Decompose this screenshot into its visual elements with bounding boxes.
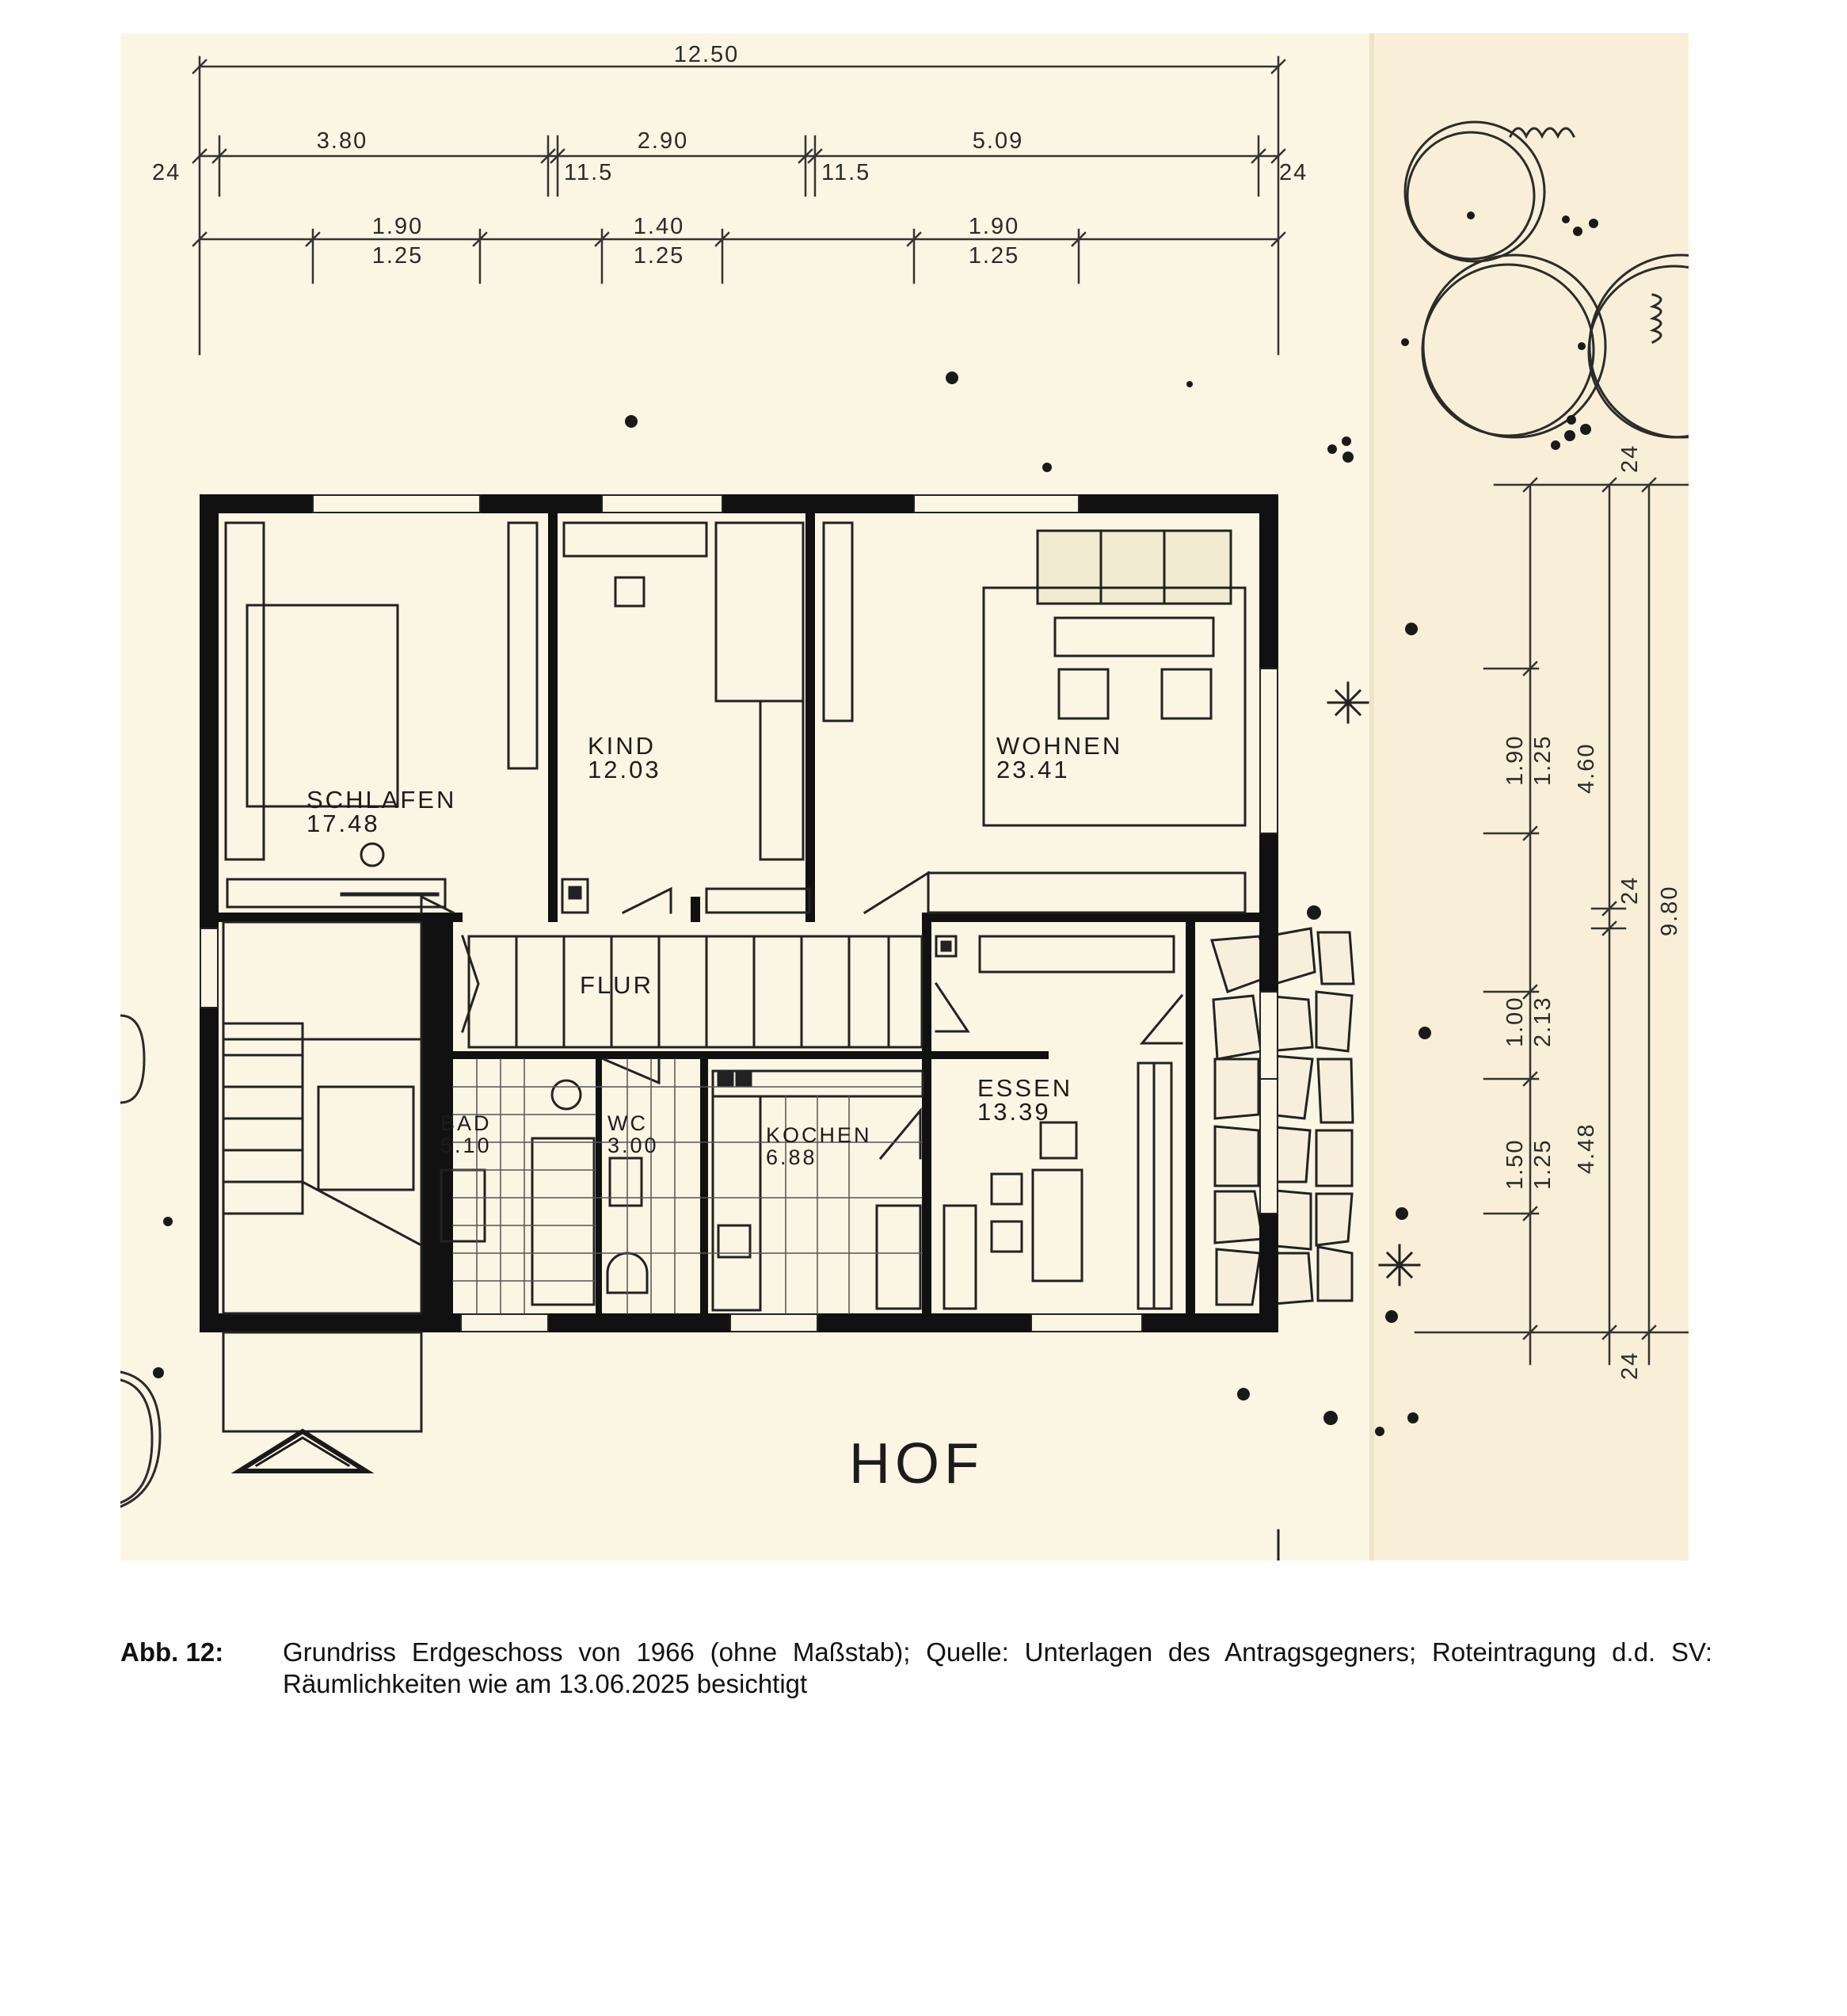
dim-segment-upper: 4.60 — [1574, 742, 1599, 794]
dim-inner-wall-1: 11.5 — [564, 160, 614, 185]
dim-wall-bottom: 24 — [1617, 1351, 1643, 1380]
dim-wall-left: 24 — [152, 160, 181, 185]
window-r2-height: 2.13 — [1530, 996, 1556, 1047]
dim-segment-3: 5.09 — [972, 128, 1024, 154]
room-wohnen-area: 23.41 — [996, 756, 1070, 783]
floor-plan — [120, 33, 1689, 1561]
dim-overall-width: 12.50 — [673, 42, 740, 67]
room-kind-area: 12.03 — [588, 756, 661, 783]
dim-segment-2: 2.90 — [637, 128, 689, 154]
window-3-width: 1.90 — [968, 214, 1020, 239]
window-2-height: 1.25 — [633, 243, 685, 269]
furniture — [223, 523, 1245, 1431]
window-r3-width: 1.50 — [1502, 1138, 1528, 1190]
window-3-height: 1.25 — [968, 243, 1020, 269]
room-schlafen-name: SCHLAFEN — [307, 786, 457, 814]
room-kochen-area: 6.88 — [766, 1145, 817, 1169]
room-bad-area: 5.10 — [440, 1134, 492, 1157]
dim-segment-1: 3.80 — [316, 128, 368, 154]
caption-label: Abb. 12: — [120, 1637, 224, 1667]
window-1-height: 1.25 — [371, 243, 424, 269]
window-1-width: 1.90 — [371, 214, 424, 239]
dim-segment-lower: 4.48 — [1574, 1122, 1599, 1174]
window-r2-width: 1.00 — [1502, 996, 1528, 1047]
top-dimension-chains — [193, 57, 1285, 354]
caption-text: Grundriss Erdgeschoss von 1966 (ohne Maßstab); Quelle: Unterlagen des Antragsgegners; Roteintragung d.d. SV: Räumlichkeiten wie am 13.06.2025 besichtigt — [283, 1637, 1712, 1698]
room-kochen-name: KOCHEN — [766, 1123, 872, 1147]
dim-overall-depth: 9.80 — [1657, 885, 1682, 936]
room-bad-name: BAD — [440, 1111, 492, 1135]
room-wohnen-name: WOHNEN — [996, 732, 1123, 760]
room-wc-name: WC — [607, 1111, 648, 1135]
window-r1-height: 1.25 — [1530, 734, 1556, 786]
yard-label: HOF — [849, 1432, 984, 1496]
stone-patio — [1212, 928, 1354, 1305]
left-edge-shrubs — [120, 1016, 160, 1507]
room-flur-name: FLUR — [580, 971, 653, 999]
room-wc-area: 3.00 — [607, 1134, 659, 1157]
room-schlafen-area: 17.48 — [307, 810, 380, 837]
window-2-width: 1.40 — [633, 214, 685, 239]
dim-wall-top: 24 — [1617, 444, 1643, 473]
room-essen-name: ESSEN — [977, 1074, 1073, 1102]
dim-inner-wall-2: 11.5 — [821, 160, 871, 185]
window-r1-width: 1.90 — [1502, 734, 1528, 786]
dim-wall-middle: 24 — [1617, 875, 1643, 905]
room-kind-name: KIND — [588, 732, 657, 760]
room-essen-area: 13.39 — [977, 1098, 1051, 1126]
window-r3-height: 1.25 — [1530, 1138, 1556, 1190]
dim-wall-right: 24 — [1279, 160, 1308, 185]
